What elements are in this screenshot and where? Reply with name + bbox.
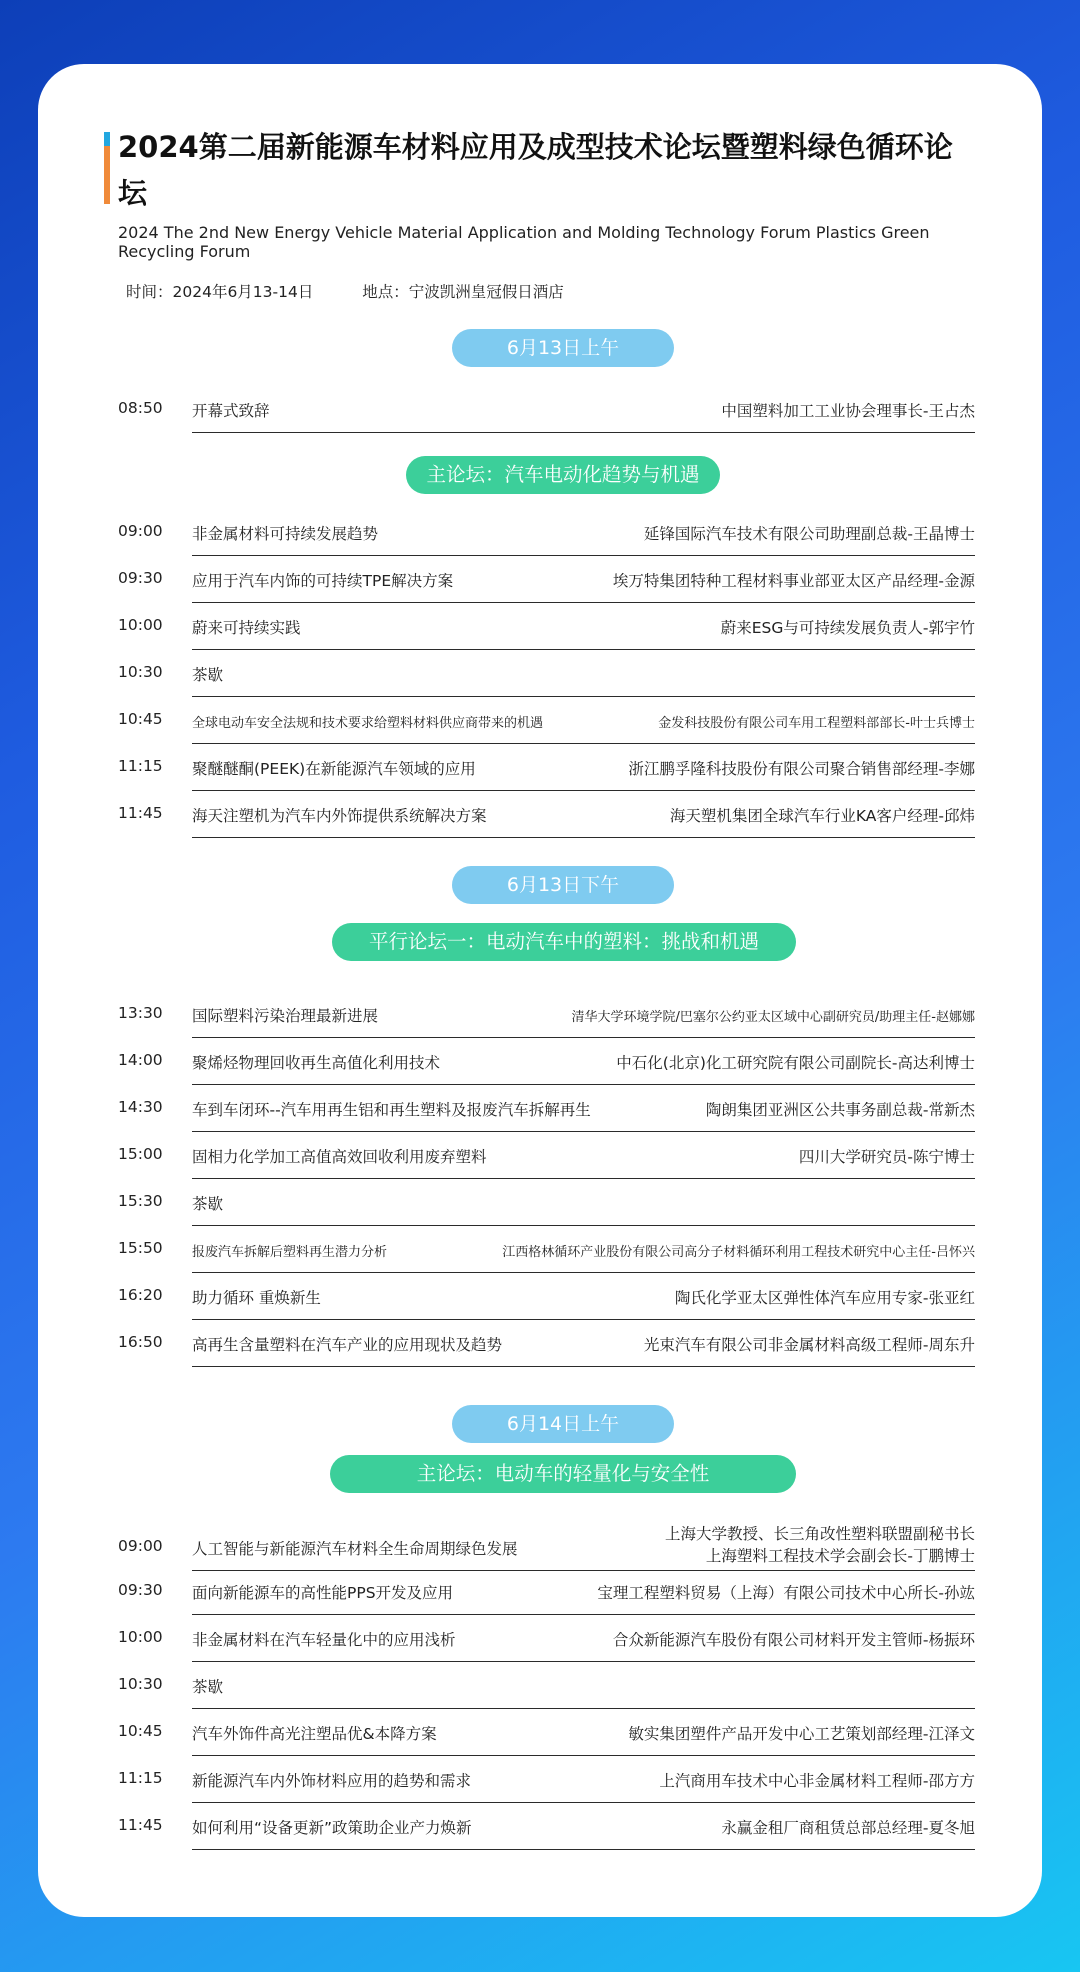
row-speaker: 蔚来ESG与可持续发展负责人-郭宇竹 [720, 619, 975, 637]
row-time: 15:50 [118, 1239, 163, 1257]
row-topic: 茶歇 [192, 1195, 224, 1213]
row-divider [192, 1708, 975, 1710]
row-topic: 聚烯烃物理回收再生高值化利用技术 [192, 1054, 441, 1072]
row-time: 10:30 [118, 663, 163, 681]
row-time: 10:00 [118, 1628, 163, 1646]
row-topic: 茶歇 [192, 666, 224, 684]
row-divider [192, 790, 975, 792]
row-divider [192, 1755, 975, 1757]
row-speaker: 陶氏化学亚太区弹性体汽车应用专家-张亚红 [674, 1289, 975, 1307]
row-divider [192, 1037, 975, 1039]
row-divider [192, 1802, 975, 1804]
row-topic: 高再生含量塑料在汽车产业的应用现状及趋势 [192, 1336, 503, 1354]
row-time: 16:50 [118, 1333, 163, 1351]
row-time: 08:50 [118, 399, 163, 417]
event-meta [126, 280, 608, 302]
agenda-row [118, 1804, 975, 1850]
row-time: 11:15 [118, 1769, 163, 1787]
row-topic: 新能源汽车内外饰材料应用的趋势和需求 [192, 1772, 472, 1790]
session-day1-am: 6月13日上午 [452, 329, 674, 367]
row-divider [192, 432, 975, 434]
forum-main-2: 主论坛：电动车的轻量化与安全性 [330, 1455, 796, 1493]
row-divider [192, 602, 975, 604]
row-time: 10:45 [118, 710, 163, 728]
row-divider [192, 696, 975, 698]
row-speaker: 陶朗集团亚洲区公共事务副总裁-常新杰 [705, 1101, 975, 1119]
row-divider [192, 555, 975, 557]
row-speaker: 金发科技股份有限公司车用工程塑料部部长-叶士兵博士 [658, 716, 975, 731]
agenda-row [118, 698, 975, 744]
forum-parallel-1: 平行论坛一：电动汽车中的塑料：挑战和机遇 [332, 923, 796, 961]
speaker-line: 上海塑料工程技术学会副会长-丁鹏博士 [705, 1547, 975, 1565]
agenda-row [118, 1086, 975, 1132]
agenda-row [118, 510, 975, 556]
row-time: 15:00 [118, 1145, 163, 1163]
row-speaker: 江西格林循环产业股份有限公司高分子材料循环利用工程技术研究中心主任-吕怀兴 [502, 1245, 975, 1260]
agenda-row [118, 1321, 975, 1367]
row-topic: 茶歇 [192, 1678, 224, 1696]
event-time: 时间：2024年6月13-14日 [126, 283, 314, 301]
speaker-line: 上海大学教授、长三角改性塑料联盟副秘书长 [664, 1525, 975, 1543]
event-location: 地点：宁波凯洲皇冠假日酒店 [362, 283, 564, 301]
row-speaker: 宝理工程塑料贸易（上海）有限公司技术中心所长-孙竑 [597, 1584, 975, 1602]
agenda-row [118, 1757, 975, 1803]
row-speaker: 上汽商用车技术中心非金属材料工程师-邵方方 [659, 1772, 975, 1790]
row-speaker: 埃万特集团特种工程材料事业部亚太区产品经理-金源 [612, 572, 975, 590]
row-topic: 汽车外饰件高光注塑品优&本降方案 [192, 1725, 437, 1743]
row-time: 09:30 [118, 1581, 163, 1599]
row-speaker: 中石化(北京)化工研究院有限公司副院长-高达利博士 [616, 1054, 975, 1072]
row-topic: 助力循环 重焕新生 [192, 1289, 321, 1307]
row-time: 16:20 [118, 1286, 163, 1304]
row-topic: 非金属材料在汽车轻量化中的应用浅析 [192, 1631, 456, 1649]
row-topic: 车到车闭环--汽车用再生铝和再生塑料及报废汽车拆解再生 [192, 1101, 591, 1119]
row-speaker: 海天塑机集团全球汽车行业KA客户经理-邱炜 [669, 807, 975, 825]
agenda-row-break [118, 1663, 975, 1709]
agenda-row [118, 1227, 975, 1273]
row-divider [192, 1131, 975, 1133]
row-time: 11:45 [118, 1816, 163, 1834]
row-topic: 人工智能与新能源汽车材料全生命周期绿色发展 [192, 1540, 518, 1558]
row-divider [192, 1366, 975, 1368]
row-divider [192, 1084, 975, 1086]
row-divider [192, 1614, 975, 1616]
agenda-row-break [118, 1180, 975, 1226]
row-divider [192, 1225, 975, 1227]
agenda-row [118, 745, 975, 791]
row-topic: 如何利用“设备更新”政策助企业产力焕新 [192, 1819, 472, 1837]
session-day1-pm: 6月13日下午 [452, 866, 674, 904]
agenda-row [118, 992, 975, 1038]
agenda-row [118, 387, 975, 433]
agenda-row [118, 1039, 975, 1085]
row-speaker: 中国塑料加工工业协会理事长-王占杰 [721, 402, 975, 420]
row-time: 11:45 [118, 804, 163, 822]
row-speaker: 浙江鹏孚隆科技股份有限公司聚合销售部经理-李娜 [628, 760, 975, 778]
page-title-en: 2024 The 2nd New Energy Vehicle Material Application and Molding Technology Forum Plastics Green Recycling Forum [118, 223, 930, 261]
agenda-row [118, 1521, 975, 1571]
agenda-row [118, 557, 975, 603]
row-divider [192, 1178, 975, 1180]
row-topic: 报废汽车拆解后塑料再生潜力分析 [192, 1245, 388, 1260]
title-accent-bar [104, 132, 110, 204]
row-speaker: 合众新能源汽车股份有限公司材料开发主管师-杨振环 [612, 1631, 975, 1649]
row-topic: 开幕式致辞 [192, 402, 270, 420]
row-time: 14:30 [118, 1098, 163, 1116]
agenda-row [118, 1274, 975, 1320]
row-speaker: 清华大学环境学院/巴塞尔公约亚太区域中心副研究员/助理主任-赵娜娜 [571, 1010, 975, 1025]
row-topic: 蔚来可持续实践 [192, 619, 301, 637]
row-time: 09:30 [118, 569, 163, 587]
page-title: 2024第二届新能源车材料应用及成型技术论坛暨塑料绿色循环论坛 [118, 130, 953, 210]
row-topic: 固相力化学加工高值高效回收利用废弃塑料 [192, 1148, 487, 1166]
agenda-row [118, 1616, 975, 1662]
row-time: 09:00 [118, 1537, 163, 1555]
row-time: 09:00 [118, 522, 163, 540]
agenda-row [118, 1710, 975, 1756]
row-speaker [665, 1523, 975, 1567]
row-divider [192, 837, 975, 839]
row-topic: 全球电动车安全法规和技术要求给塑料材料供应商带来的机遇 [192, 716, 544, 731]
row-time: 10:00 [118, 616, 163, 634]
row-time: 13:30 [118, 1004, 163, 1022]
row-divider [192, 1319, 975, 1321]
agenda-row-break [118, 651, 975, 697]
row-topic: 聚醚醚酮(PEEK)在新能源汽车领域的应用 [192, 760, 476, 778]
session-day2-am: 6月14日上午 [452, 1405, 674, 1443]
row-topic: 面向新能源车的高性能PPS开发及应用 [192, 1584, 454, 1602]
row-divider [192, 649, 975, 651]
row-speaker: 永赢金租厂商租赁总部总经理-夏冬旭 [721, 1819, 975, 1837]
row-speaker: 四川大学研究员-陈宁博士 [798, 1148, 975, 1166]
row-topic: 海天注塑机为汽车内外饰提供系统解决方案 [192, 807, 487, 825]
agenda-row [118, 792, 975, 838]
row-speaker: 敏实集团塑件产品开发中心工艺策划部经理-江泽文 [628, 1725, 975, 1743]
agenda-row [118, 1133, 975, 1179]
row-divider [192, 1661, 975, 1663]
agenda-row [118, 604, 975, 650]
row-time: 10:30 [118, 1675, 163, 1693]
row-speaker: 延锋国际汽车技术有限公司助理副总裁-王晶博士 [643, 525, 975, 543]
row-topic: 非金属材料可持续发展趋势 [192, 525, 379, 543]
row-divider [192, 1272, 975, 1274]
row-time: 10:45 [118, 1722, 163, 1740]
row-time: 14:00 [118, 1051, 163, 1069]
row-time: 11:15 [118, 757, 163, 775]
row-divider [192, 1849, 975, 1851]
row-topic: 应用于汽车内饰的可持续TPE解决方案 [192, 572, 454, 590]
row-speaker: 光束汽车有限公司非金属材料高级工程师-周东升 [643, 1336, 975, 1354]
agenda-row [118, 1569, 975, 1615]
row-topic: 国际塑料污染治理最新进展 [192, 1007, 379, 1025]
row-divider [192, 743, 975, 745]
forum-main-1: 主论坛：汽车电动化趋势与机遇 [406, 456, 720, 494]
row-time: 15:30 [118, 1192, 163, 1210]
